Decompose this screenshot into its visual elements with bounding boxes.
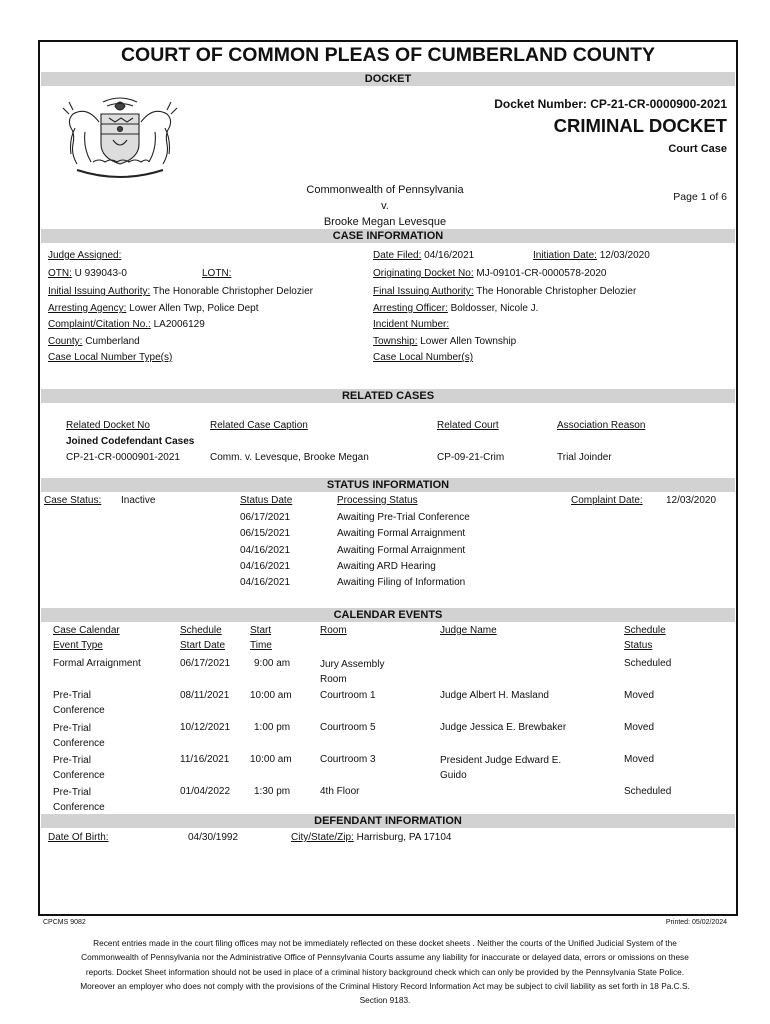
event-room: Courtroom 5 — [320, 722, 376, 733]
date-filed-label: Date Filed: — [373, 250, 422, 261]
court-case-label: Court Case — [668, 143, 727, 155]
event-type-cont: Conference — [53, 738, 105, 749]
arresting-agency — [48, 303, 259, 314]
incident-number-label: Incident Number: — [373, 319, 450, 330]
related-court-header: Related Court — [437, 420, 499, 431]
event-type: Pre-Trial — [53, 723, 91, 734]
county-label: County: — [48, 336, 83, 347]
event-date: 10/12/2021 — [180, 722, 231, 733]
status-date: 06/15/2021 — [240, 528, 291, 539]
final-authority-label: Final Issuing Authority: — [373, 286, 474, 297]
association-reason-value: Trial Joinder — [557, 452, 612, 463]
date-filed-value: 04/16/2021 — [424, 250, 475, 261]
related-cases-band: RELATED CASES — [41, 389, 735, 403]
defendant-information-band: DEFENDANT INFORMATION — [41, 814, 735, 828]
processing-status: Awaiting Formal Arraignment — [337, 545, 466, 556]
complaint-date-value: 12/03/2020 — [666, 495, 717, 506]
page-info: Page 1 of 6 — [673, 191, 727, 203]
complaint-citation-label: Complaint/Citation No.: — [48, 319, 151, 330]
disclaimer: Recent entries made in the court filing offices may not be immediately reflected on these docket sheets . Neither the courts of the Unified Judicial System of the Commonwealth of Pennsylvania nor the Administrative Office of Pennsylvania Courts assume any liability for inaccurate or delayed data, errors or omissions on these reports. Docket Sheet information should not be used in place of a criminal history background check which can only be provided by the Pennsylvania State Police. Moreover an employer who does not comply with the provisions of the Criminal History Record Information Act may be subject to civil liability as set forth in 18 Pa.C.S. Section 9183. — [80, 938, 690, 1006]
event-type: Pre-Trial — [53, 690, 91, 701]
event-status: Scheduled — [624, 658, 672, 669]
event-type: Pre-Trial — [53, 787, 91, 798]
status-date: 04/16/2021 — [240, 577, 291, 588]
dob-value: 04/30/1992 — [188, 832, 239, 843]
case-local-numbers-label: Case Local Number(s) — [373, 352, 474, 363]
event-room: Courtroom 1 — [320, 690, 376, 701]
initial-authority — [48, 286, 313, 297]
event-time: 1:30 pm — [254, 786, 291, 797]
case-status-label: Case Status: — [44, 495, 102, 506]
caption-plaintiff: Commonwealth of Pennsylvania — [306, 184, 464, 196]
start-time-header-2: Time — [250, 640, 272, 651]
status-date: 04/16/2021 — [240, 561, 291, 572]
related-caption-header: Related Case Caption — [210, 420, 308, 431]
schedule-status-header-2: Status — [624, 640, 653, 651]
township-value: Lower Allen Township — [420, 336, 517, 347]
case-caption — [235, 182, 535, 230]
event-judge: President Judge Edward E. — [440, 755, 562, 766]
arresting-agency-value: Lower Allen Twp, Police Dept — [129, 303, 259, 314]
related-docket-value: CP-21-CR-0000901-2021 — [66, 452, 180, 463]
case-local-type-label: Case Local Number Type(s) — [48, 352, 173, 363]
originating-docket-value: MJ-09101-CR-0000578-2020 — [476, 268, 607, 279]
processing-status: Awaiting ARD Hearing — [337, 561, 436, 572]
event-status: Moved — [624, 690, 655, 701]
arresting-officer-value: Boldosser, Nicole J. — [450, 303, 539, 314]
status-date: 06/17/2021 — [240, 512, 291, 523]
event-status: Scheduled — [624, 786, 672, 797]
event-type-cont: Conference — [53, 802, 105, 813]
city-state-zip — [291, 832, 451, 843]
status-information-band: STATUS INFORMATION — [41, 478, 735, 492]
event-type-header-2: Event Type — [53, 640, 103, 651]
event-date: 08/11/2021 — [180, 690, 230, 701]
event-room: Courtroom 3 — [320, 754, 376, 765]
originating-docket-label: Originating Docket No: — [373, 268, 474, 279]
event-type-cont: Conference — [53, 705, 105, 716]
calendar-events-band: CALENDAR EVENTS — [41, 608, 735, 622]
otn — [48, 268, 127, 279]
event-type-header-1: Case Calendar — [53, 625, 120, 636]
event-room: 4th Floor — [320, 786, 360, 797]
arresting-agency-label: Arresting Agency: — [48, 303, 127, 314]
schedule-status-header-1: Schedule — [624, 625, 666, 636]
county-value: Cumberland — [85, 336, 140, 347]
start-date-header-2: Start Date — [180, 640, 226, 651]
complaint-citation — [48, 319, 205, 330]
event-type-cont: Conference — [53, 770, 105, 781]
event-room-cont: Room — [320, 674, 347, 685]
county — [48, 336, 140, 347]
status-date-header: Status Date — [240, 495, 293, 506]
judge-name-header: Judge Name — [440, 625, 497, 636]
event-date: 06/17/2021 — [180, 658, 231, 669]
event-room: Jury Assembly — [320, 659, 385, 670]
event-date: 11/16/2021 — [180, 754, 230, 765]
initial-authority-value: The Honorable Christopher Delozier — [152, 286, 313, 297]
complaint-citation-value: LA2006129 — [153, 319, 205, 330]
otn-label: OTN: — [48, 268, 72, 279]
processing-status: Awaiting Formal Arraignment — [337, 528, 466, 539]
initiation-date-label: Initiation Date: — [533, 250, 597, 261]
final-authority — [373, 286, 636, 297]
initial-authority-label: Initial Issuing Authority: — [48, 286, 151, 297]
related-court-value: CP-09-21-Crim — [437, 452, 505, 463]
complaint-date-label: Complaint Date: — [571, 495, 643, 506]
city-state-zip-value: Harrisburg, PA 17104 — [356, 832, 452, 843]
form-id: CPCMS 9082 — [43, 919, 86, 926]
docket-number: Docket Number: CP-21-CR-0000900-2021 — [494, 97, 727, 111]
status-date: 04/16/2021 — [240, 545, 291, 556]
event-status: Moved — [624, 754, 655, 765]
docket-type: CRIMINAL DOCKET — [553, 115, 727, 136]
initiation-date — [533, 250, 650, 261]
initiation-date-value: 12/03/2020 — [599, 250, 650, 261]
event-judge: Judge Albert H. Masland — [440, 690, 549, 701]
related-caption-value: Comm. v. Levesque, Brooke Megan — [210, 452, 369, 463]
caption-defendant: Brooke Megan Levesque — [323, 216, 447, 228]
event-judge: Judge Jessica E. Brewbaker — [440, 722, 567, 733]
date-filed — [373, 250, 474, 261]
event-date: 01/04/2022 — [180, 786, 231, 797]
event-judge-cont: Guido — [440, 770, 467, 781]
printed-date: Printed: 05/02/2024 — [665, 919, 727, 926]
dob-label: Date Of Birth: — [48, 832, 109, 843]
final-authority-value: The Honorable Christopher Delozier — [476, 286, 637, 297]
start-time-header-1: Start — [250, 625, 272, 636]
processing-status: Awaiting Pre-Trial Conference — [337, 512, 470, 523]
event-type: Pre-Trial — [53, 755, 91, 766]
related-docket-header: Related Docket No — [66, 420, 150, 431]
event-type: Formal Arraignment — [53, 658, 141, 669]
association-reason-header: Association Reason — [557, 420, 646, 431]
processing-status: Awaiting Filing of Information — [337, 577, 466, 588]
event-time: 10:00 am — [250, 754, 292, 765]
event-time: 9:00 am — [254, 658, 291, 669]
pennsylvania-coat-of-arms-icon — [55, 92, 185, 180]
case-status-value: Inactive — [121, 495, 156, 506]
arresting-officer-label: Arresting Officer: — [373, 303, 448, 314]
city-state-zip-label: City/State/Zip: — [291, 832, 354, 843]
township — [373, 336, 516, 347]
caption-versus: v. — [381, 200, 389, 212]
event-time: 1:00 pm — [254, 722, 291, 733]
arresting-officer — [373, 303, 538, 314]
judge-assigned-label: Judge Assigned: — [48, 250, 122, 261]
processing-status-header: Processing Status — [337, 495, 418, 506]
event-time: 10:00 am — [250, 690, 292, 701]
docket-band: DOCKET — [41, 72, 735, 86]
room-header: Room — [320, 625, 347, 636]
event-status: Moved — [624, 722, 655, 733]
lotn-label: LOTN: — [202, 268, 232, 279]
start-date-header-1: Schedule — [180, 625, 222, 636]
court-title: COURT OF COMMON PLEAS OF CUMBERLAND COUNTY — [120, 44, 656, 66]
township-label: Township: — [373, 336, 418, 347]
joined-codefendant-label: Joined Codefendant Cases — [66, 436, 195, 447]
originating-docket — [373, 268, 606, 279]
case-information-band: CASE INFORMATION — [41, 229, 735, 243]
otn-value: U 939043-0 — [74, 268, 127, 279]
